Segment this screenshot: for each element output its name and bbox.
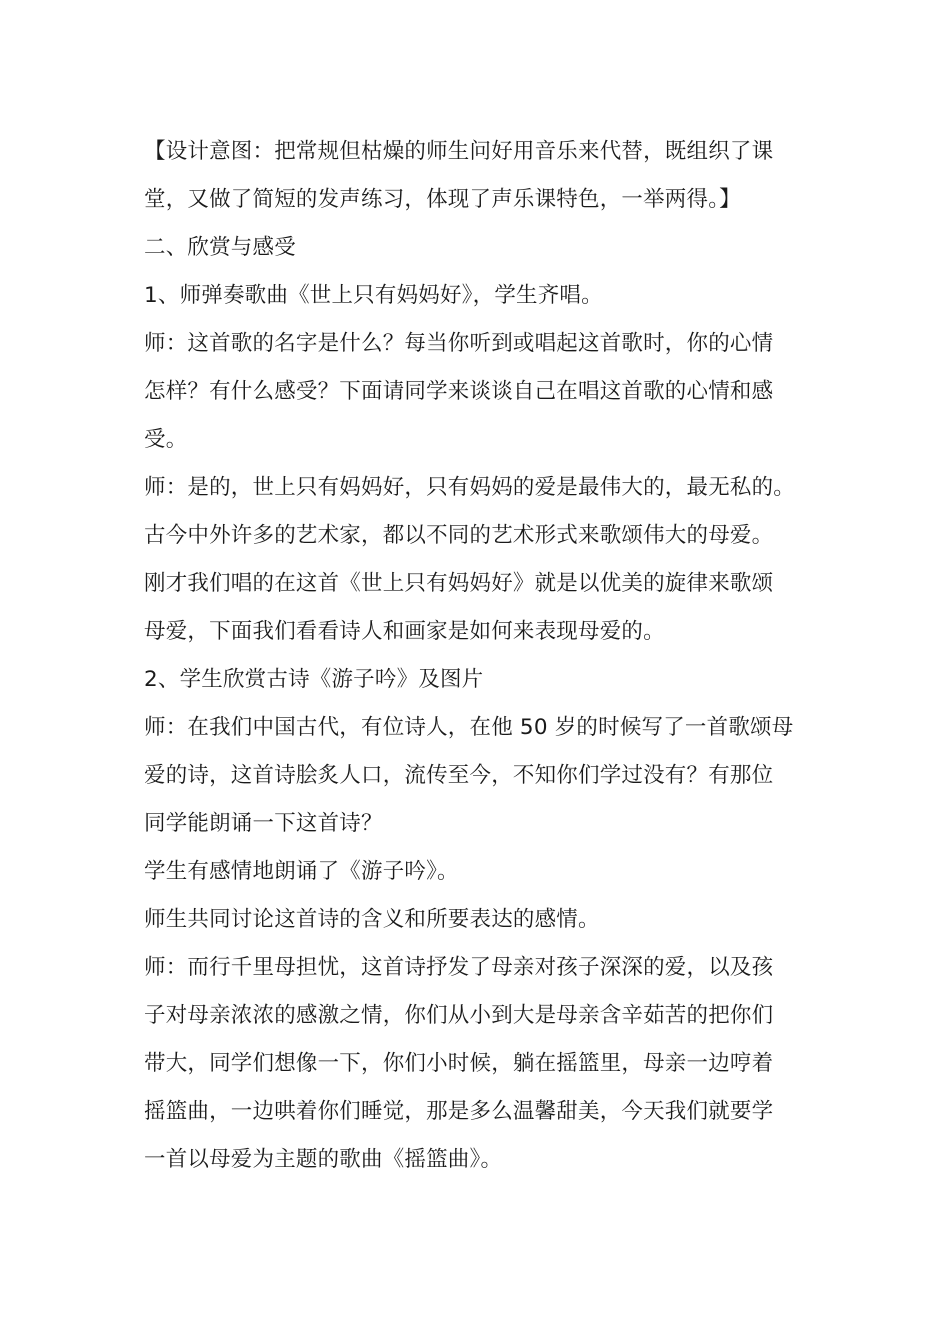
paragraph-line: 师：这首歌的名字是什么？每当你听到或唱起这首歌时，你的心情	[144, 331, 774, 356]
paragraph-line: 师：是的，世上只有妈妈好，只有妈妈的爱是最伟大的，最无私的。	[144, 475, 796, 500]
paragraph-line: 学生有感情地朗诵了《游子吟》。	[144, 859, 459, 884]
design-intent-line-2: 堂，又做了简短的发声练习，体现了声乐课特色，一举两得。】	[144, 187, 741, 212]
design-intent-line-1: 【设计意图：把常规但枯燥的师生问好用音乐来代替，既组织了课	[144, 139, 774, 164]
paragraph-line: 一首以母爱为主题的歌曲《摇篮曲》。	[144, 1147, 503, 1172]
section-heading: 二、欣赏与感受	[144, 235, 296, 260]
paragraph-line: 怎样？有什么感受？下面请同学来谈谈自己在唱这首歌的心情和感	[144, 379, 774, 404]
paragraph-line: 受。	[144, 427, 188, 452]
paragraph-line: 摇篮曲，一边哄着你们睡觉，那是多么温馨甜美，今天我们就要学	[144, 1099, 774, 1124]
paragraph-line: 师生共同讨论这首诗的含义和所要表达的感情。	[144, 907, 600, 932]
paragraph-line: 师：在我们中国古代，有位诗人，在他 50 岁的时候写了一首歌颂母	[144, 715, 794, 740]
paragraph-line: 子对母亲浓浓的感激之情，你们从小到大是母亲含辛茹苦的把你们	[144, 1003, 774, 1028]
step-1-heading: 1、师弹奏歌曲《世上只有妈妈好》，学生齐唱。	[144, 283, 603, 308]
paragraph-line: 带大，同学们想像一下，你们小时候，躺在摇篮里，母亲一边哼着	[144, 1051, 774, 1076]
paragraph-line: 师：而行千里母担忧，这首诗抒发了母亲对孩子深深的爱，以及孩	[144, 955, 774, 980]
document-body	[144, 128, 824, 1184]
paragraph-line: 同学能朗诵一下这首诗？	[144, 811, 383, 836]
step-2-heading: 2、学生欣赏古诗《游子吟》及图片	[144, 667, 484, 692]
paragraph-line: 刚才我们唱的在这首《世上只有妈妈好》就是以优美的旋律来歌颂	[144, 571, 774, 596]
paragraph-line: 母爱，下面我们看看诗人和画家是如何来表现母爱的。	[144, 619, 665, 644]
paragraph-line: 古今中外许多的艺术家，都以不同的艺术形式来歌颂伟大的母爱。	[144, 523, 774, 548]
paragraph-line: 爱的诗，这首诗脍炙人口，流传至今，不知你们学过没有？有那位	[144, 763, 774, 788]
